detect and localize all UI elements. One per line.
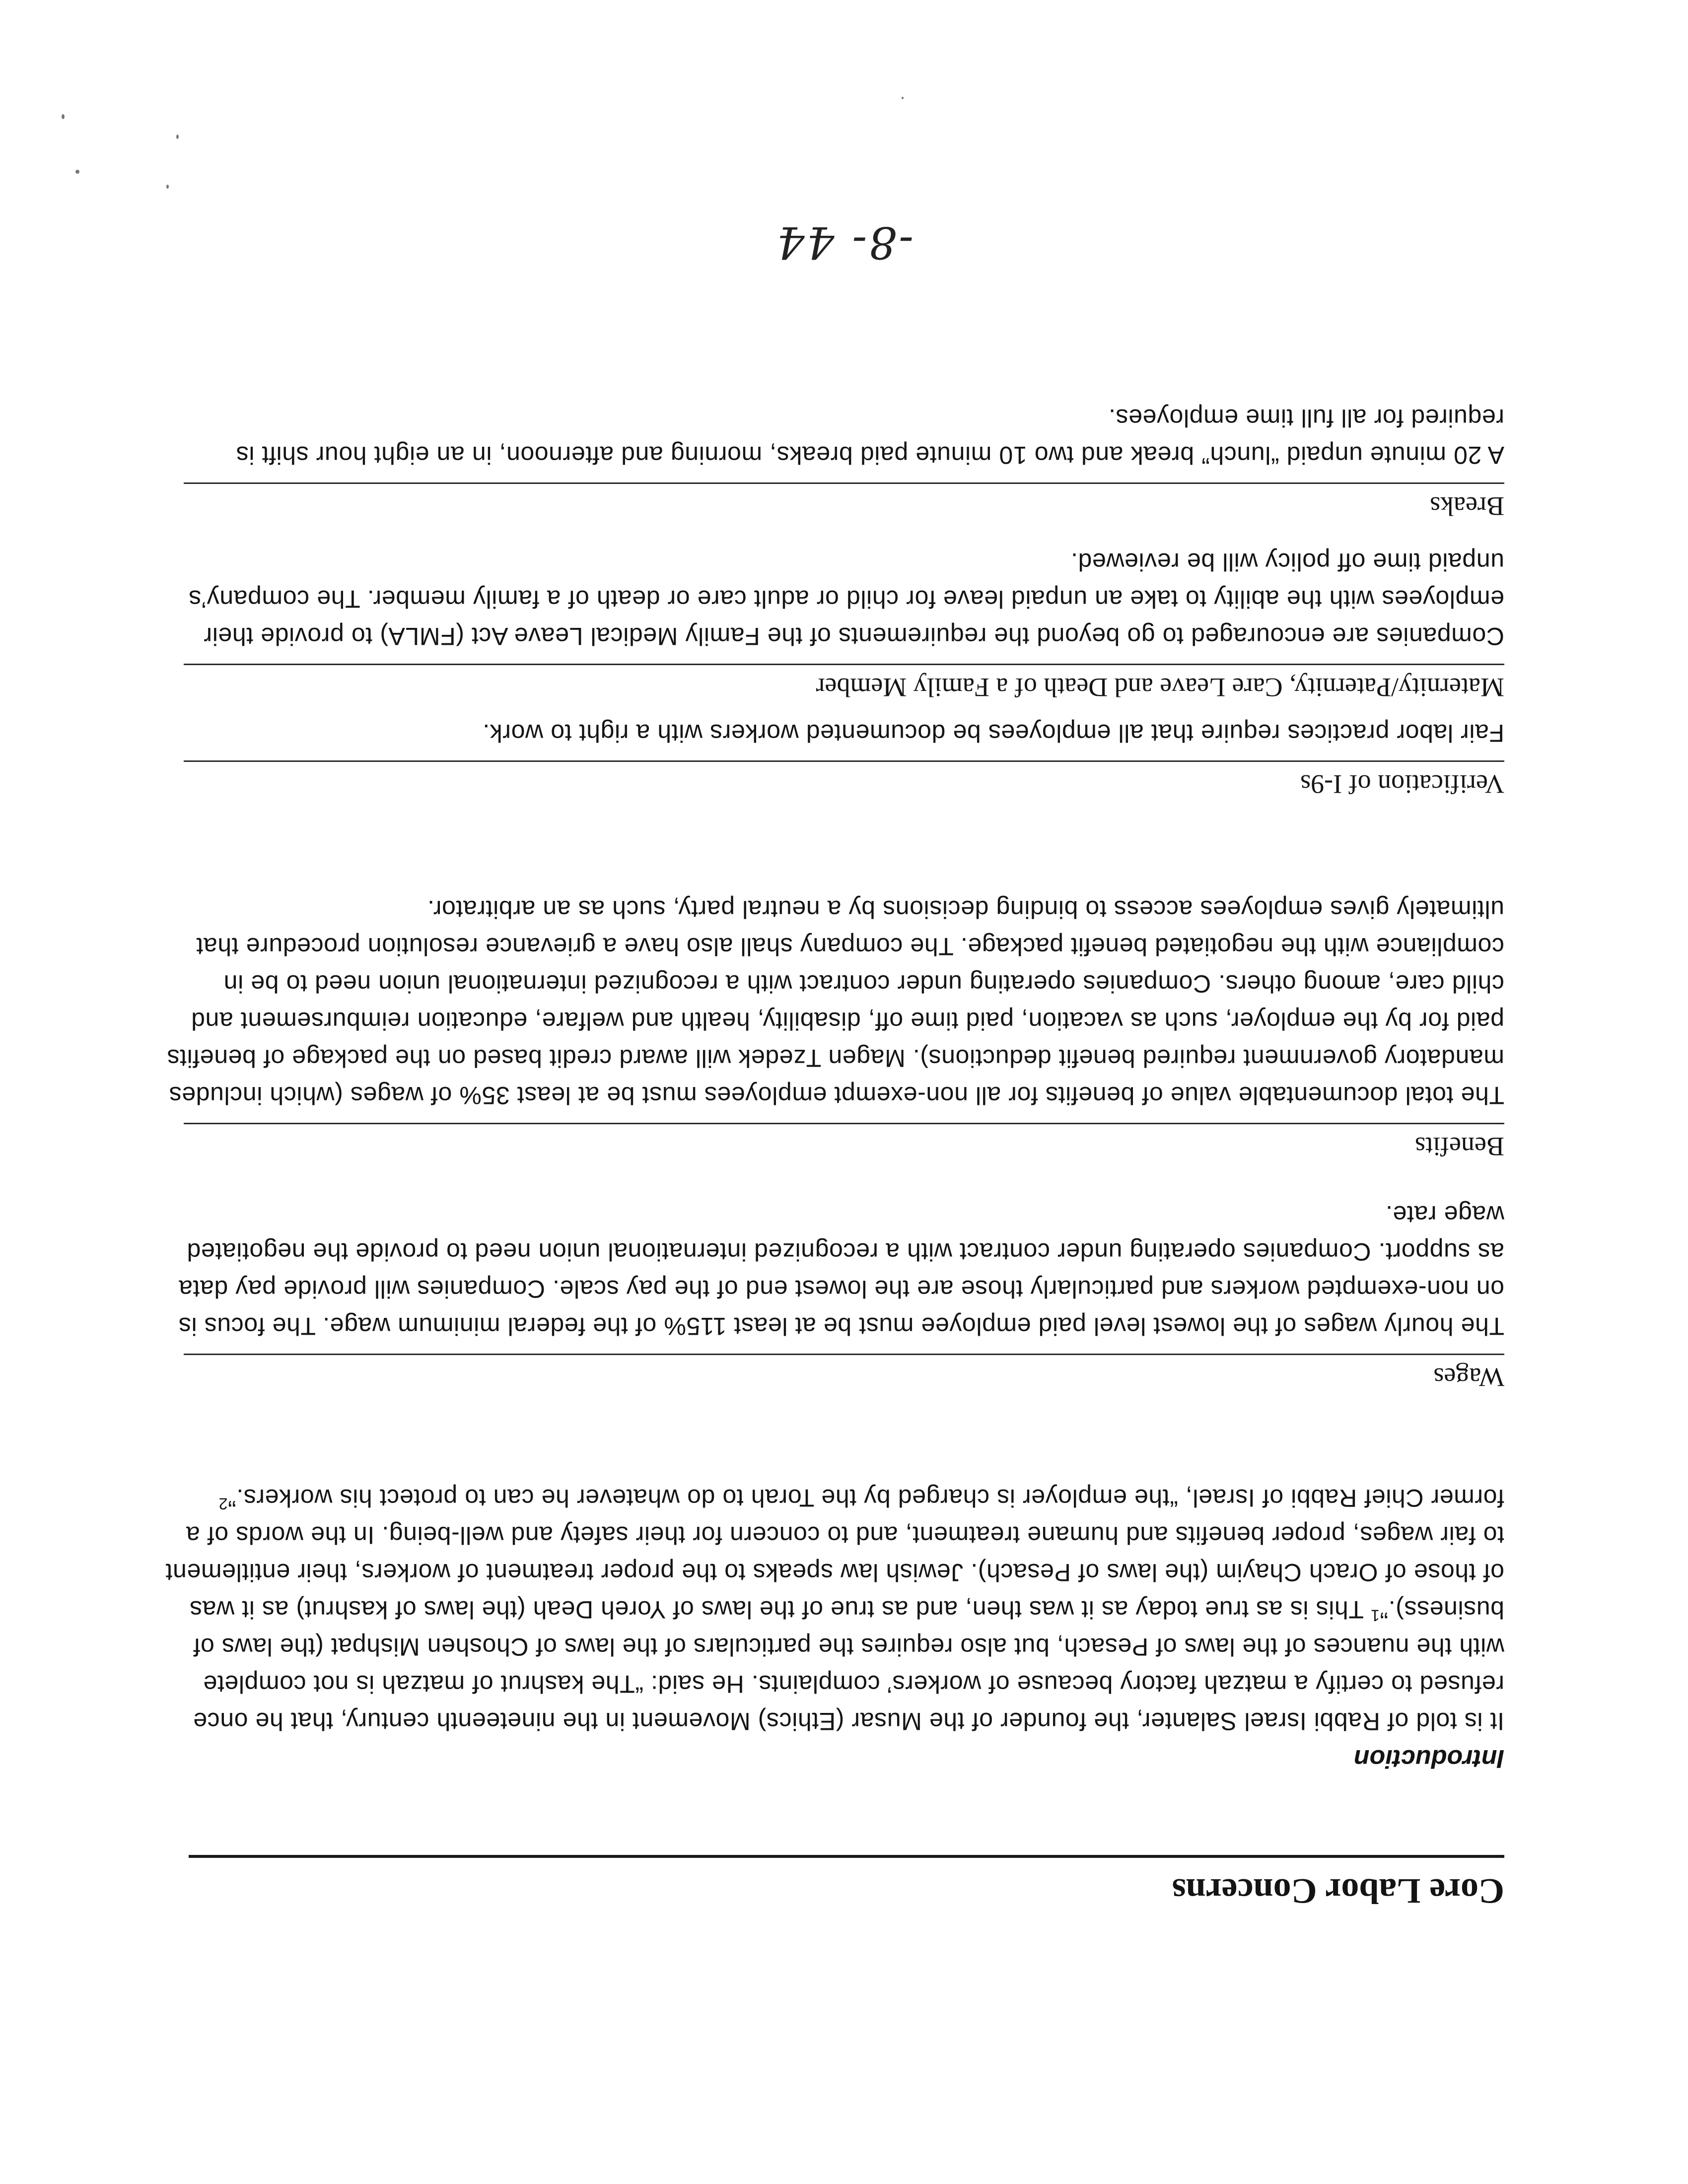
benefits-section	[164, 890, 1504, 1164]
section-rule	[184, 482, 1504, 484]
scan-speck	[166, 185, 169, 189]
scan-speck	[75, 170, 79, 174]
introduction-text-continued: This is as true today as it was then, and as true of the laws of Yoreh Deah (the laws of kashrut) as it was of those of Orach Chayim (the laws of Pesach). Jewish law speaks to the proper treatment of workers, their entitlement to fair wages, proper benefits and humane treatment, and to concern for their safety and well-being. In the words of a former Chief Rabbi of Israel, “the employer is charged by the Torah to do whatever he can to protect his workers.”	[165, 1484, 1504, 1624]
i9-heading: Verification of I-9s	[1300, 769, 1504, 799]
scan-speck	[176, 135, 179, 139]
introduction-text: It is told of Rabbi Israel Salanter, the founder of the Musar (Ethics) Movement in the nineteenth century, that he once refused to certify a matzah factory because of workers’ complaints. He said: “The kashrut of matzah is not complete with the nuances of the laws of Pesach, but also requires the particulars of the laws of Choshen Mishpat (the laws of business).”	[193, 1596, 1504, 1735]
family-leave-section	[164, 543, 1504, 705]
handwritten-page-number: -8- 44	[774, 217, 914, 268]
introduction-heading: Introduction	[1353, 1744, 1504, 1773]
family-leave-heading: Maternity/Paternity, Care Leave and Death of a Family Member	[816, 673, 1504, 702]
i9-paragraph: Fair labor practices require that all employees be documented workers with a right to work.	[482, 719, 1504, 747]
scan-speck	[902, 97, 904, 99]
breaks-heading: Breaks	[1430, 491, 1504, 521]
benefits-heading: Benefits	[1415, 1132, 1504, 1161]
i9-verification-section	[164, 714, 1504, 802]
breaks-paragraph: A 20 minute unpaid “lunch” break and two 10 minute paid breaks, morning and afternoon, in an eight hour shift is required for all full time employees.	[236, 404, 1504, 469]
footnote-marker-1: 1	[1370, 1606, 1380, 1625]
title-block	[189, 1855, 1504, 1913]
wages-heading: Wages	[1433, 1363, 1504, 1392]
breaks-section	[164, 399, 1504, 524]
title-rule	[189, 1855, 1504, 1858]
scan-speck	[62, 114, 65, 119]
section-rule	[184, 1354, 1504, 1355]
family-leave-paragraph: Companies are encouraged to go beyond the requirements of the Family Medical Leave Act (FMLA) to provide their employees with the ability to take an unpaid leave for child or adult care or death of a family member. The company’s unpaid time off policy will be reviewed.	[188, 548, 1504, 650]
section-rule	[184, 664, 1504, 665]
page-title: Core Labor Concerns	[1172, 1871, 1504, 1911]
benefits-paragraph: The total documentable value of benefits for all non-exempt employees must be at least 35% of wages (which includes mandatory government required benefit deductions). Magen Tzedek will award credit based on the package of benefits paid for by the employer, such as vacation, paid time off, disability, health and welfare, education reimbursement and child care, among others. Companies operating under contract with a recognized international union need to be in compliance with the negotiated benefit package. The company shall also have a grievance resolution procedure that ultimately gives employees access to binding decisions by a neutral party, such as an arbitrator.	[166, 895, 1504, 1109]
wages-section	[164, 1196, 1504, 1395]
footnote-marker-2: 2	[218, 1495, 228, 1513]
section-rule	[184, 760, 1504, 762]
introduction-section	[164, 1479, 1504, 1777]
introduction-paragraph	[164, 1479, 1504, 1740]
wages-paragraph: The hourly wages of the lowest level paid employee must be at least 115% of the federal minimum wage. The focus is on non-exempted workers and particularly those are the lowest end of the pay scale. Companies will provide pay data as support. Companies operating under contract with a recognized international union need to provide the negotiated wage rate.	[178, 1201, 1504, 1340]
section-rule	[184, 1123, 1504, 1124]
